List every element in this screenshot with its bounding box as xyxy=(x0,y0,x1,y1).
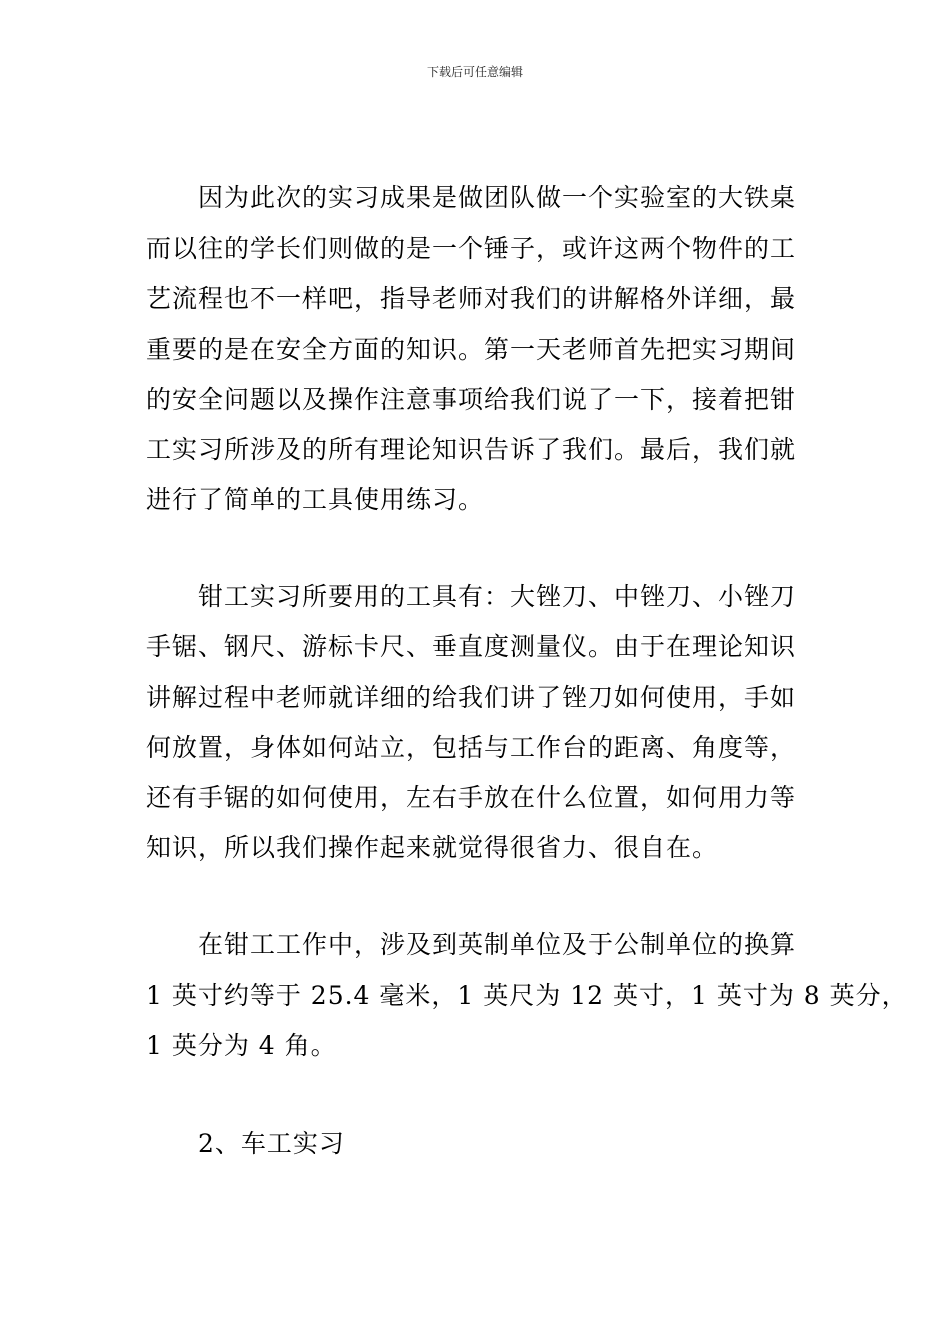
paragraph-2-line-6: 知识，所以我们操作起来就觉得很省力、很自在。 xyxy=(146,833,719,862)
paragraph-2-line-3: 讲解过程中老师就详细的给我们讲了锉刀如何使用，手如 xyxy=(146,683,797,712)
paragraph-2-line-4: 何放置，身体如何站立，包括与工作台的距离、角度等， xyxy=(146,733,797,762)
page-header-note: 下载后可任意编辑 xyxy=(426,65,523,79)
paragraph-1-line-2: 而以往的学长们则做的是一个锤子，或许这两个物件的工 xyxy=(146,234,797,263)
paragraph-1-line-4: 重要的是在安全方面的知识。第一天老师首先把实习期间 xyxy=(146,335,797,364)
paragraph-1-line-5: 的安全问题以及操作注意事项给我们说了一下，接着把钳 xyxy=(146,385,797,414)
paragraph-3-line-1: 在钳工工作中，涉及到英制单位及于公制单位的换算 xyxy=(198,930,797,959)
paragraph-3-line-2: 1 英寸约等于 25.4 毫米，1 英尺为 12 英寸，1 英寸为 8 英分， xyxy=(146,981,908,1010)
paragraph-3-line-3: 1 英分为 4 角。 xyxy=(146,1031,337,1060)
section-heading: 2、车工实习 xyxy=(198,1129,345,1158)
paragraph-1-line-3: 艺流程也不一样吧，指导老师对我们的讲解格外详细，最 xyxy=(146,284,797,313)
paragraph-2-line-2: 手锯、钢尺、游标卡尺、垂直度测量仪。由于在理论知识 xyxy=(146,632,797,661)
paragraph-2-line-1: 钳工实习所要用的工具有：大锉刀、中锉刀、小锉刀 xyxy=(198,582,797,611)
paragraph-2-line-5: 还有手锯的如何使用，左右手放在什么位置，如何用力等 xyxy=(146,783,797,812)
paragraph-1-line-6: 工实习所涉及的所有理论知识告诉了我们。最后，我们就 xyxy=(146,435,797,464)
paragraph-1-line-7: 进行了简单的工具使用练习。 xyxy=(146,485,485,514)
paragraph-1-line-1: 因为此次的实习成果是做团队做一个实验室的大铁桌 xyxy=(198,183,797,212)
